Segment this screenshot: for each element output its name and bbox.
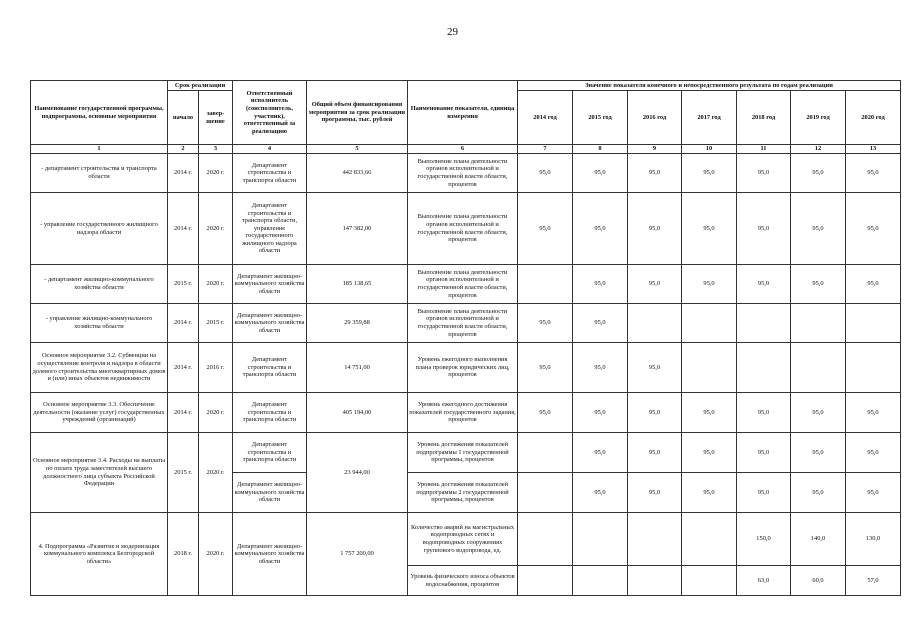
row-value: 95,0 <box>628 154 682 193</box>
table-row <box>31 304 901 343</box>
row-value: 95,0 <box>518 343 573 393</box>
row-end: 2020 г. <box>199 393 233 433</box>
row-value: 95,0 <box>737 265 791 304</box>
row-value: 95,0 <box>791 433 846 473</box>
row-value: 60,0 <box>791 566 846 596</box>
col-number: 6 <box>408 145 518 154</box>
row-value: 95,0 <box>846 193 901 265</box>
row-value <box>737 304 791 343</box>
row-value <box>573 513 628 566</box>
row-responsible: Департамент строительства и транспорта области <box>233 393 307 433</box>
table-row <box>31 393 901 433</box>
col-number: 3 <box>199 145 233 154</box>
row-value <box>573 566 628 596</box>
row-value <box>846 343 901 393</box>
row-value <box>628 304 682 343</box>
row-value: 95,0 <box>628 393 682 433</box>
header-term: Срок реализации <box>168 81 233 91</box>
row-funding: 23 944,00 <box>307 433 408 513</box>
row-responsible: Департамент жилищно-коммунального хозяйства области <box>233 513 307 596</box>
row-value: 95,0 <box>628 193 682 265</box>
row-name: - департамент жилищно-коммунального хозяйства области <box>31 265 168 304</box>
row-value: 95,0 <box>737 433 791 473</box>
row-value: 95,0 <box>518 304 573 343</box>
table-row <box>31 343 901 393</box>
row-responsible: Департамент строительства и транспорта области <box>233 343 307 393</box>
col-number: 13 <box>846 145 901 154</box>
row-value <box>518 566 573 596</box>
row-value: 95,0 <box>791 154 846 193</box>
row-funding: 14 751,00 <box>307 343 408 393</box>
row-value: 95,0 <box>682 154 737 193</box>
row-value: 95,0 <box>682 393 737 433</box>
row-value: 95,0 <box>573 343 628 393</box>
row-value <box>682 304 737 343</box>
row-end: 2020 г. <box>199 193 233 265</box>
row-funding: 442 833,66 <box>307 154 408 193</box>
row-indicator: Уровень достижения показателей подпрограммы 2 государственной программы, процентов <box>408 473 518 513</box>
row-value <box>628 566 682 596</box>
row-value: 95,0 <box>628 343 682 393</box>
row-value: 95,0 <box>682 265 737 304</box>
col-number: 12 <box>791 145 846 154</box>
col-number: 1 <box>31 145 168 154</box>
row-value: 130,0 <box>846 513 901 566</box>
row-end: 2016 г. <box>199 343 233 393</box>
row-value: 95,0 <box>846 393 901 433</box>
row-value <box>518 265 573 304</box>
row-indicator: Выполнение плана деятельности органов исполнительной и государственной власти области, процентов <box>408 265 518 304</box>
row-value: 95,0 <box>628 433 682 473</box>
row-indicator: Уровень физического износа объектов водоснабжения, процентов <box>408 566 518 596</box>
row-start: 2018 г. <box>168 513 199 596</box>
row-indicator: Выполнение плана деятельности органов исполнительной и государственной власти области, процентов <box>408 193 518 265</box>
column-number-row <box>31 145 901 154</box>
header-year: 2014 год <box>518 91 573 145</box>
row-value <box>682 566 737 596</box>
row-value <box>737 343 791 393</box>
row-value: 95,0 <box>573 393 628 433</box>
row-start: 2014 г. <box>168 193 199 265</box>
row-value: 95,0 <box>682 433 737 473</box>
row-end: 2020 г. <box>199 265 233 304</box>
table-row <box>31 433 901 473</box>
row-name: Основное мероприятие 3.3. Обеспечение деятельности (оказание услуг) государственных учреждений (организаций) <box>31 393 168 433</box>
row-name: 4. Подпрограмма «Развитие и модернизация коммунального комплекса Белгородской области» <box>31 513 168 596</box>
header-responsible: Ответственный исполнитель (соисполнитель, участник), ответственный за реализацию <box>233 81 307 145</box>
row-value <box>628 513 682 566</box>
col-number: 8 <box>573 145 628 154</box>
row-indicator: Уровень ежегодного выполнения плана проверок юридических лиц, процентов <box>408 343 518 393</box>
header-year: 2018 год <box>737 91 791 145</box>
row-funding: 1 757 200,00 <box>307 513 408 596</box>
table-row <box>31 265 901 304</box>
row-start: 2014 г. <box>168 154 199 193</box>
row-responsible: Департамент жилищно-коммунального хозяйства области <box>233 304 307 343</box>
header-end: завер-шение <box>199 91 233 145</box>
row-value: 95,0 <box>846 154 901 193</box>
header-year: 2020 год <box>846 91 901 145</box>
row-start: 2015 г. <box>168 433 199 513</box>
row-value: 150,0 <box>737 513 791 566</box>
row-value: 95,0 <box>737 393 791 433</box>
header-year: 2017 год <box>682 91 737 145</box>
row-value <box>846 304 901 343</box>
table-row <box>31 193 901 265</box>
row-value: 95,0 <box>737 154 791 193</box>
row-value: 95,0 <box>628 473 682 513</box>
row-indicator: Уровень достижения показателей подпрограммы 1 государственной программы, процентов <box>408 433 518 473</box>
col-number: 2 <box>168 145 199 154</box>
row-value: 95,0 <box>573 265 628 304</box>
row-value: 95,0 <box>573 473 628 513</box>
row-value: 95,0 <box>791 473 846 513</box>
row-value: 95,0 <box>518 393 573 433</box>
row-responsible: Департамент строительства и транспорта области <box>233 154 307 193</box>
table-row <box>31 513 901 566</box>
row-value: 95,0 <box>628 265 682 304</box>
row-value: 95,0 <box>518 193 573 265</box>
page-number: 29 <box>447 26 458 38</box>
header-values: Значение показателя конечного и непосредственного результата по годам реализации <box>518 81 901 91</box>
header-year: 2019 год <box>791 91 846 145</box>
col-number: 11 <box>737 145 791 154</box>
row-responsible: Департамент жилищно-коммунального хозяйства области <box>233 473 307 513</box>
row-end: 2020 г. <box>199 154 233 193</box>
row-value: 95,0 <box>791 393 846 433</box>
row-value: 95,0 <box>791 193 846 265</box>
row-value: 95,0 <box>737 473 791 513</box>
row-value: 95,0 <box>846 433 901 473</box>
row-value <box>518 473 573 513</box>
row-value: 95,0 <box>518 154 573 193</box>
col-number: 9 <box>628 145 682 154</box>
row-indicator: Уровень ежегодного достижения показателей государственного задания, процентов <box>408 393 518 433</box>
row-value: 95,0 <box>573 193 628 265</box>
row-value <box>682 343 737 393</box>
row-value <box>518 433 573 473</box>
row-indicator: Количество аварий на магистральных водопроводных сетях и водопроводных сооружениях группового водопровода, ед. <box>408 513 518 566</box>
row-value: 95,0 <box>682 473 737 513</box>
row-name: - управление государственного жилищного надзора области <box>31 193 168 265</box>
row-end: 2015 г. <box>199 304 233 343</box>
row-responsible: Департамент строительства и транспорта области <box>233 433 307 473</box>
row-name: - управление жилищно-коммунального хозяйства области <box>31 304 168 343</box>
row-end: 2020 г. <box>199 513 233 596</box>
row-name: Основное мероприятие 3.2. Субвенции на осуществление контроля и надзора в области долевого строительства многоквартирных домов и (или) иных объектов недвижимости <box>31 343 168 393</box>
row-responsible: Департамент жилищно-коммунального хозяйства области <box>233 265 307 304</box>
row-value: 95,0 <box>846 265 901 304</box>
row-end: 2020 г. <box>199 433 233 513</box>
row-funding: 29 359,88 <box>307 304 408 343</box>
row-value: 63,0 <box>737 566 791 596</box>
header-indicator: Наименование показателя, единица измерения <box>408 81 518 145</box>
row-value: 95,0 <box>573 154 628 193</box>
col-number: 10 <box>682 145 737 154</box>
row-name: Основное мероприятие 3.4. Расходы на выплаты по оплате труда заместителей высшего должностного лица субъекта Российской Федерации <box>31 433 168 513</box>
header-year: 2016 год <box>628 91 682 145</box>
row-name: - департамент строительства и транспорта области <box>31 154 168 193</box>
row-start: 2014 г. <box>168 343 199 393</box>
header-year: 2015 год <box>573 91 628 145</box>
row-value: 140,0 <box>791 513 846 566</box>
header-funding: Общий объем финансирования мероприятия за срок реализации программы, тыс. рублей <box>307 81 408 145</box>
row-funding: 185 138,65 <box>307 265 408 304</box>
header-start: начало <box>168 91 199 145</box>
row-funding: 405 194,00 <box>307 393 408 433</box>
row-start: 2015 г. <box>168 265 199 304</box>
row-value: 95,0 <box>846 473 901 513</box>
row-funding: 147 382,00 <box>307 193 408 265</box>
col-number: 4 <box>233 145 307 154</box>
row-value: 95,0 <box>573 304 628 343</box>
row-value <box>791 343 846 393</box>
col-number: 7 <box>518 145 573 154</box>
row-value: 95,0 <box>737 193 791 265</box>
header-name: Наименование государственной программы, подпрограммы, основные мероприятия <box>31 81 168 145</box>
col-number: 5 <box>307 145 408 154</box>
row-value: 95,0 <box>682 193 737 265</box>
row-start: 2014 г. <box>168 393 199 433</box>
row-value <box>518 513 573 566</box>
row-indicator: Выполнение плана деятельности органов исполнительной и государственной власти области, процентов <box>408 304 518 343</box>
row-start: 2014 г. <box>168 304 199 343</box>
row-indicator: Выполнение плана деятельности органов исполнительной и государственной власти области, процентов <box>408 154 518 193</box>
program-table <box>30 80 901 596</box>
row-value: 95,0 <box>791 265 846 304</box>
row-value: 57,0 <box>846 566 901 596</box>
row-responsible: Департамент строительства и транспорта области, управление государственного жилищного надзора области <box>233 193 307 265</box>
table-row <box>31 154 901 193</box>
row-value: 95,0 <box>573 433 628 473</box>
row-value <box>791 304 846 343</box>
row-value <box>682 513 737 566</box>
